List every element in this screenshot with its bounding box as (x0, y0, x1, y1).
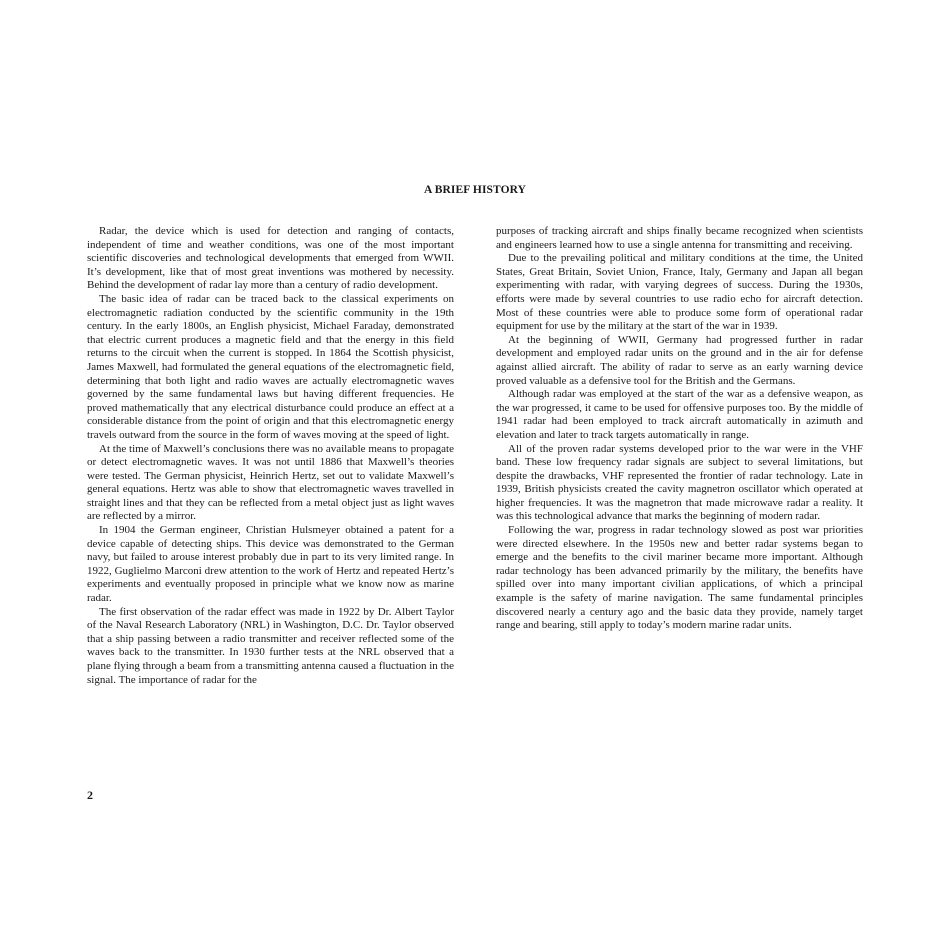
right-column (496, 225, 863, 633)
left-column (87, 225, 454, 687)
paragraph: Radar, the device which is used for detection and ranging of contacts, independent of time and weather conditions, was one of the most important scientific discoveries and technological developments that emerged from WWII. It’s development, like that of most great inventions was mothered by necessity. Behind the development of radar lay more than a century of radio development. (87, 225, 454, 292)
paragraph: The first observation of the radar effect was made in 1922 by Dr. Albert Taylor of the Naval Research Laboratory (NRL) in Washington, D.C. Dr. Taylor observed that a ship passing between a radio transmitter and receiver reflected some of the waves back to the transmitter. In 1930 further tests at the NRL observed that a plane flying through a beam from a transmitting antenna caused a fluctuation in the signal. The importance of radar for the (87, 605, 454, 686)
paragraph: Following the war, progress in radar technology slowed as post war priorities were directed elsewhere. In the 1950s new and better radar systems began to emerge and the benefits to the civil mariner became more important. Although radar technology has been advanced primarily by the military, the benefits have spilled over into many important civilian applications, of which a principal example is the safety of marine navigation. The same fundamental principles discovered nearly a century ago and the basic data they provide, namely target range and bearing, still apply to today’s modern marine radar units. (496, 524, 863, 632)
paragraph: Due to the prevailing political and military conditions at the time, the United States, Great Britain, Soviet Union, France, Italy, Germany and Japan all began experimenting with radar, with varying degrees of success. During the 1930s, efforts were made by several countries to use radio echo for aircraft detection. Most of these countries were able to produce some form of operational radar equipment for use by the military at the start of the war in 1939. (496, 252, 863, 333)
paragraph-continuation: purposes of tracking aircraft and ships finally became recognized when scientists and engineers learned how to use a single antenna for transmitting and receiving. (496, 225, 863, 251)
page-number: 2 (87, 788, 93, 802)
paragraph: The basic idea of radar can be traced back to the classical experiments on electromagnetic radiation conducted by the scientific community in the 19th century. In the early 1800s, an English physicist, Michael Faraday, demonstrated that electric current produces a magnetic field and that the energy in this field returns to the circuit when the current is stopped. In 1864 the Scottish physicist, James Maxwell, had formulated the general equations of the electromagnetic field, determining that both light and radio waves are actually electromagnetic waves governed by the same fundamental laws but having different frequencies. He proved mathematically that any electrical disturbance could produce an effect at a considerable distance from the point of origin and that this electromagnetic energy travels outward from the source in the form of waves moving at the speed of light. (87, 292, 454, 441)
paragraph: At the time of Maxwell’s conclusions there was no available means to propagate or detect electromagnetic waves. It was not until 1886 that Maxwell’s theories were tested. The German physicist, Heinrich Hertz, set out to validate Maxwell’s general equations. Hertz was able to show that electromagnetic waves travelled in straight lines and that they can be reflected from a metal object just as light waves are reflected by a mirror. (87, 442, 454, 523)
paragraph: All of the proven radar systems developed prior to the war were in the VHF band. These low frequency radar signals are subject to several limitations, but despite the drawbacks, VHF represented the frontier of radar technology. Late in 1939, British physicists created the cavity magnetron oscillator which operated at higher frequencies. It was the magnetron that made microwave radar a reality. It was this technological advance that marks the beginning of modern radar. (496, 442, 863, 523)
page-title: A BRIEF HISTORY (423, 184, 527, 196)
paragraph: At the beginning of WWII, Germany had progressed further in radar development and employed radar units on the ground and in the air for defense against allied aircraft. The ability of radar to serve as an early warning device proved valuable as a defensive tool for the British and the Germans. (496, 333, 863, 387)
paragraph: Although radar was employed at the start of the war as a defensive weapon, as the war progressed, it came to be used for offensive purposes too. By the middle of 1941 radar had been employed to track aircraft automatically in azimuth and elevation and later to track targets automatically in range. (496, 388, 863, 441)
paragraph: In 1904 the German engineer, Christian Hulsmeyer obtained a patent for a device capable of detecting ships. This device was demonstrated to the German navy, but failed to arouse interest probably due in part to its very limited range. In 1922, Guglielmo Marconi drew attention to the work of Hertz and repeated Hertz’s experiments and eventually proposed in principle what we know now as marine radar. (87, 524, 454, 605)
